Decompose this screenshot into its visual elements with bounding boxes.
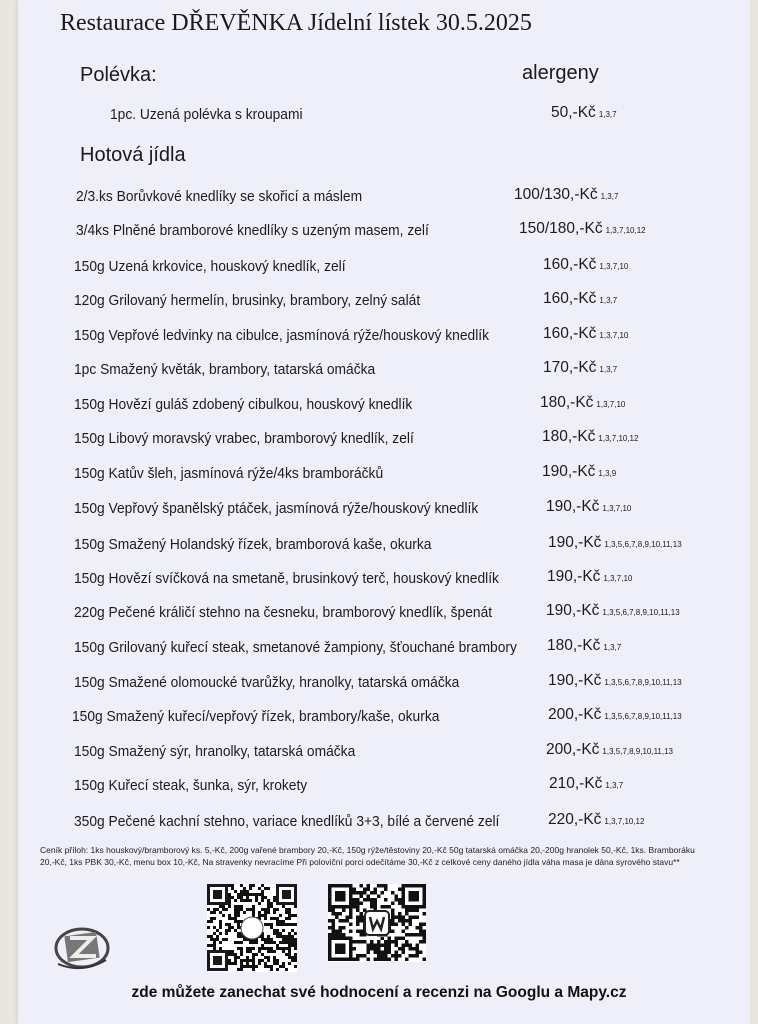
item-price: 220,-Kč 1,3,7,10,12 (548, 811, 645, 828)
item-name: 150g Smažený sýr, hranolky, tatarská omáčka (74, 743, 356, 760)
footnote-line: 20,-Kč, 1ks PBK 30,-Kč, menu box 10,-Kč, Na stravenky nevracíme Při poloviční porci odečítáme 30,-Kč z celkové ceny daného jídla váha masa je dána syrového stavu** (40, 857, 680, 867)
item-name: 150g Vepřový španělský ptáček, jasmínová rýže/houskový knedlík (74, 500, 479, 517)
item-allergens: 1,3,7,10 (599, 331, 629, 340)
item-allergens: 1,3,7 (598, 110, 617, 119)
menu-item-row (0, 775, 732, 799)
allergens-heading: alergeny (522, 62, 599, 84)
item-price: 180,-Kč 1,3,7 (547, 637, 622, 654)
item-allergens: 1,3,7 (600, 192, 619, 201)
menu-title: Restaurace DŘEVĚNKA Jídelní lístek 30.5.2025 (60, 10, 532, 36)
item-price: 210,-Kč 1,3,7 (549, 775, 624, 792)
item-price: 180,-Kč 1,3,7,10 (540, 394, 626, 411)
mapy-cz-qr-icon[interactable] (328, 884, 426, 962)
item-allergens: 1,3,7,10,12 (604, 817, 645, 826)
item-allergens: 1,3,5,6,7,8,9,10,11,13 (604, 678, 682, 687)
item-price: 190,-Kč 1,3,7,10 (546, 498, 632, 515)
menu-item-row (0, 741, 732, 765)
footnote-line: Ceník příloh: 1ks houskový/bramborový ks. 5,-Kč, 200g vařené brambory 20,-Kč, 150g rýže/těstoviny 20,-Kč 50g tatarská omáčka 20,-200g hranolek 50,-Kč, 1ks. Bramboráku (40, 845, 695, 855)
item-name: 150g Grilovaný kuřecí steak, smetanové žampiony, šťouchané brambory (74, 639, 517, 656)
item-name: 150g Kuřecí steak, šunka, sýr, krokety (74, 777, 308, 794)
menu-item-row (0, 602, 732, 626)
item-price: 190,-Kč 1,3,5,6,7,8,9,10,11,13 (548, 534, 682, 551)
item-allergens: 1,3,7,10 (599, 262, 629, 271)
item-price: 190,-Kč 1,3,5,6,7,8,9,10,11,13 (548, 672, 682, 689)
menu-item-row (0, 256, 732, 280)
item-name: 1pc. Uzená polévka s kroupami (110, 106, 303, 123)
item-name: 150g Vepřové ledvinky na cibulce, jasmínová rýže/houskový knedlík (74, 327, 490, 344)
item-allergens: 1,3,5,6,7,8,9,10,11,13 (604, 712, 682, 721)
menu-item-row (0, 220, 732, 244)
menu-item-row (0, 290, 732, 314)
item-name: 3/4ks Plněné bramborové knedlíky s uzeným masem, zelí (76, 222, 429, 239)
item-allergens: 1,3,9 (598, 469, 617, 478)
item-name: 120g Grilovaný hermelín, brusinky, brambory, zelný salát (74, 292, 421, 309)
menu-item-row (0, 498, 732, 522)
menu-item-row (0, 428, 732, 452)
item-price: 160,-Kč 1,3,7 (543, 290, 618, 307)
item-price: 100/130,-Kč 1,3,7 (514, 186, 619, 203)
main-dishes-heading: Hotová jídla (80, 144, 186, 166)
item-name: 1pc Smažený květák, brambory, tatarská omáčka (74, 361, 376, 378)
item-name: 150g Hovězí svíčková na smetaně, brusinkový terč, houskový knedlík (74, 570, 499, 587)
google-reviews-qr-icon[interactable] (207, 884, 297, 972)
item-price: 160,-Kč 1,3,7,10 (543, 325, 629, 342)
review-invitation-text: zde můžete zanechat své hodnocení a recenzi na Googlu a Mapy.cz (131, 984, 627, 1001)
item-allergens: 1,3,5,7,8,9,10,11,13 (602, 747, 673, 756)
item-price: 170,-Kč 1,3,7 (543, 359, 618, 376)
item-price: 180,-Kč 1,3,7,10,12 (542, 428, 639, 445)
item-allergens: 1,3,7 (603, 643, 622, 652)
menu-item-row (0, 463, 732, 487)
item-name: 2/3.ks Borůvkové knedlíky se skořicí a máslem (76, 188, 363, 205)
menu-item-row (0, 394, 732, 418)
item-name: 350g Pečené kachní stehno, variace knedlíků 3+3, bílé a červené zelí (74, 813, 500, 830)
item-allergens: 1,3,7 (599, 296, 618, 305)
item-allergens: 1,3,7,10 (603, 574, 633, 583)
item-name: 150g Libový moravský vrabec, bramborový knedlík, zelí (74, 430, 414, 447)
item-name: 150g Uzená krkovice, houskový knedlík, zelí (74, 258, 346, 275)
menu-item-row (0, 534, 732, 558)
menu-item-row (0, 359, 732, 383)
menu-item-row (0, 706, 732, 730)
restaurant-logo-icon (40, 916, 114, 972)
item-price: 160,-Kč 1,3,7,10 (543, 256, 629, 273)
menu-item-row (0, 325, 732, 349)
item-allergens: 1,3,5,6,7,8,9,10,11,13 (604, 540, 682, 549)
item-name: 220g Pečené králičí stehno na česneku, bramborový knedlík, špenát (74, 604, 493, 621)
item-name: 150g Katův šleh, jasmínová rýže/4ks bramboráčků (74, 465, 384, 482)
item-price: 200,-Kč 1,3,5,7,8,9,10,11,13 (546, 741, 673, 758)
menu-item-row (0, 672, 732, 696)
item-price: 150/180,-Kč 1,3,7,10,12 (519, 220, 646, 237)
item-allergens: 1,3,7,10 (602, 504, 632, 513)
menu-item-row (0, 186, 732, 210)
item-price: 200,-Kč 1,3,5,6,7,8,9,10,11,13 (548, 706, 682, 723)
item-price: 190,-Kč 1,3,7,10 (547, 568, 633, 585)
item-allergens: 1,3,7,10 (596, 400, 626, 409)
menu-item-row (0, 637, 732, 661)
item-allergens: 1,3,7,10,12 (605, 226, 646, 235)
item-name: 150g Hovězí guláš zdobený cibulkou, houskový knedlík (74, 396, 413, 413)
item-allergens: 1,3,7 (599, 365, 618, 374)
menu-item-row (0, 568, 732, 592)
item-name: 150g Smažené olomoucké tvarůžky, hranolky, tatarská omáčka (74, 674, 460, 691)
item-price: 50,-Kč 1,3,7 (551, 104, 617, 121)
side-dish-price-note (40, 844, 720, 868)
menu-item-row (0, 811, 732, 835)
soup-heading: Polévka: (80, 64, 157, 86)
soup-item (0, 104, 732, 128)
item-name: 150g Smažený kuřecí/vepřový řízek, brambory/kaše, okurka (72, 708, 440, 725)
item-price: 190,-Kč 1,3,5,6,7,8,9,10,11,13 (546, 602, 680, 619)
item-allergens: 1,3,5,6,7,8,9,10,11,13 (602, 608, 680, 617)
item-allergens: 1,3,7,10,12 (598, 434, 639, 443)
item-name: 150g Smažený Holandský řízek, bramborová kaše, okurka (74, 536, 432, 553)
item-price: 190,-Kč 1,3,9 (542, 463, 617, 480)
item-allergens: 1,3,7 (605, 781, 624, 790)
